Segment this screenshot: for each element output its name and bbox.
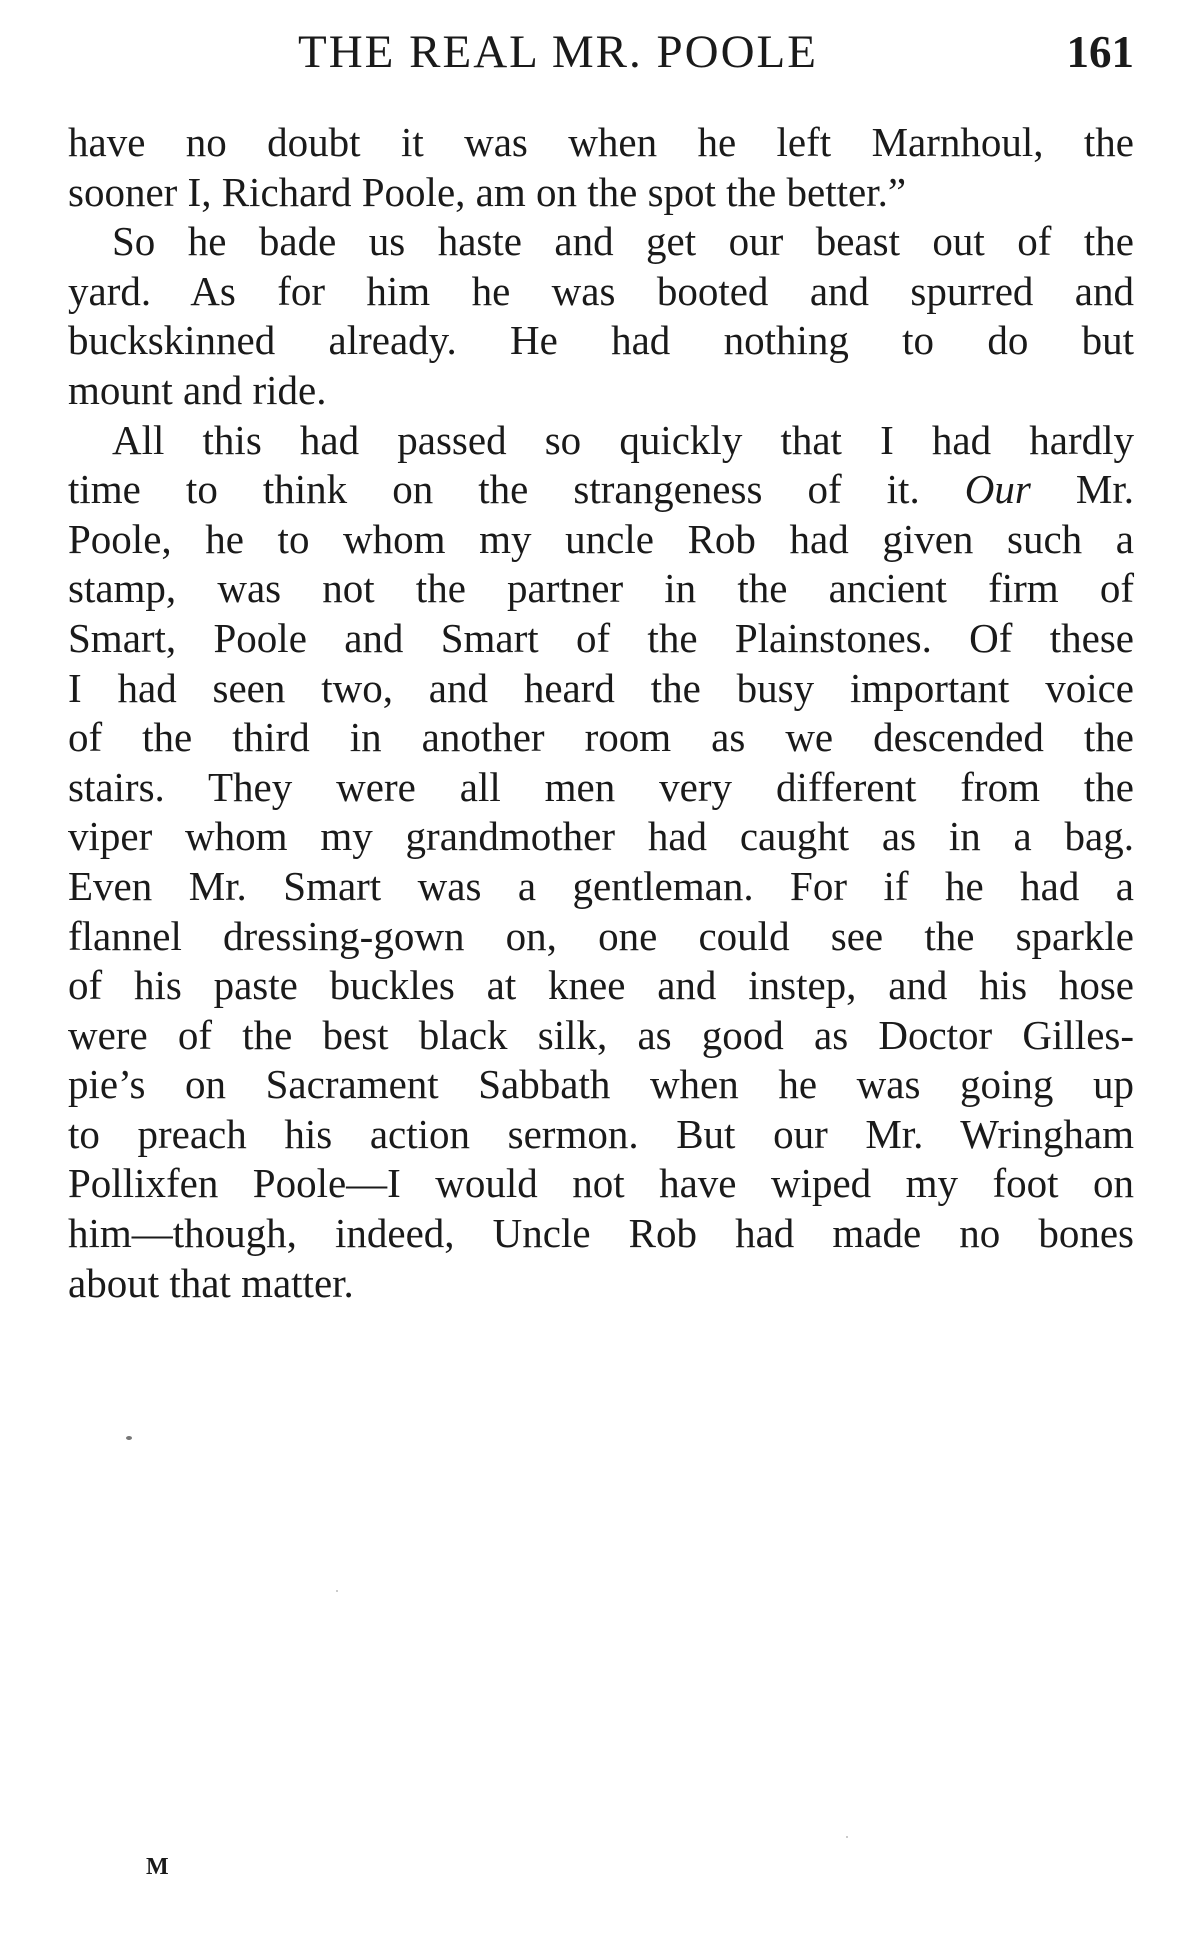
text-line: I had seen two, and heard the busy important voice <box>68 664 1134 711</box>
text-line: sooner I, Richard Poole, am on the spot the better.” <box>68 168 907 215</box>
text-line: So he bade us haste and get our beast out of the <box>112 218 1134 265</box>
page-number: 161 <box>1066 27 1134 77</box>
text-line: Even Mr. Smart was a gentleman. For if he had a <box>68 862 1134 909</box>
ink-speck <box>336 1590 338 1592</box>
page-header <box>68 22 1134 82</box>
text-line: stamp, was not the partner in the ancient firm of <box>68 565 1134 612</box>
text-line: flannel dressing-gown on, one could see the sparkle <box>68 912 1134 959</box>
text-line: Poole, he to whom my uncle Rob had given such a <box>68 515 1134 562</box>
text-line: Smart, Poole and Smart of the Plainstones. Of these <box>68 614 1134 661</box>
text-line: pie’s on Sacrament Sabbath when he was going up <box>68 1061 1134 1108</box>
text-line: stairs. They were all men very different from the <box>68 763 1134 810</box>
running-title: THE REAL MR. POOLE <box>298 26 818 78</box>
text-line: All this had passed so quickly that I had hardly <box>112 416 1134 463</box>
ink-speck <box>846 1836 848 1838</box>
text-line: have no doubt it was when he left Marnhoul, the <box>68 119 1134 165</box>
text-line: Pollixfen Poole—I would not have wiped my foot on <box>68 1160 1134 1207</box>
text-segment: time to think on the strangeness of it. <box>68 466 920 513</box>
text-line: him—though, indeed, Uncle Rob had made no bones <box>68 1210 1134 1257</box>
text-line: mount and ride. <box>68 366 327 413</box>
text-line: were of the best black silk, as good as Doctor Gilles- <box>68 1011 1134 1058</box>
text-line: of his paste buckles at knee and instep, and his hose <box>68 962 1134 1009</box>
text-line: about that matter. <box>68 1259 354 1306</box>
text-line: buckskinned already. He had nothing to do but <box>68 317 1134 364</box>
text-line: yard. As for him he was booted and spurred and <box>68 267 1134 314</box>
signature-mark: M <box>146 1854 170 1880</box>
text-segment: Mr. <box>1075 466 1135 513</box>
italic-word: Our <box>964 466 1031 513</box>
ink-speck <box>126 1436 132 1440</box>
body-text <box>68 118 1134 1308</box>
text-line: viper whom my grandmother had caught as in a bag. <box>68 813 1134 860</box>
text-line <box>68 465 1134 515</box>
text-line: to preach his action sermon. But our Mr. Wringham <box>68 1110 1134 1157</box>
text-line: of the third in another room as we descended the <box>68 714 1134 761</box>
